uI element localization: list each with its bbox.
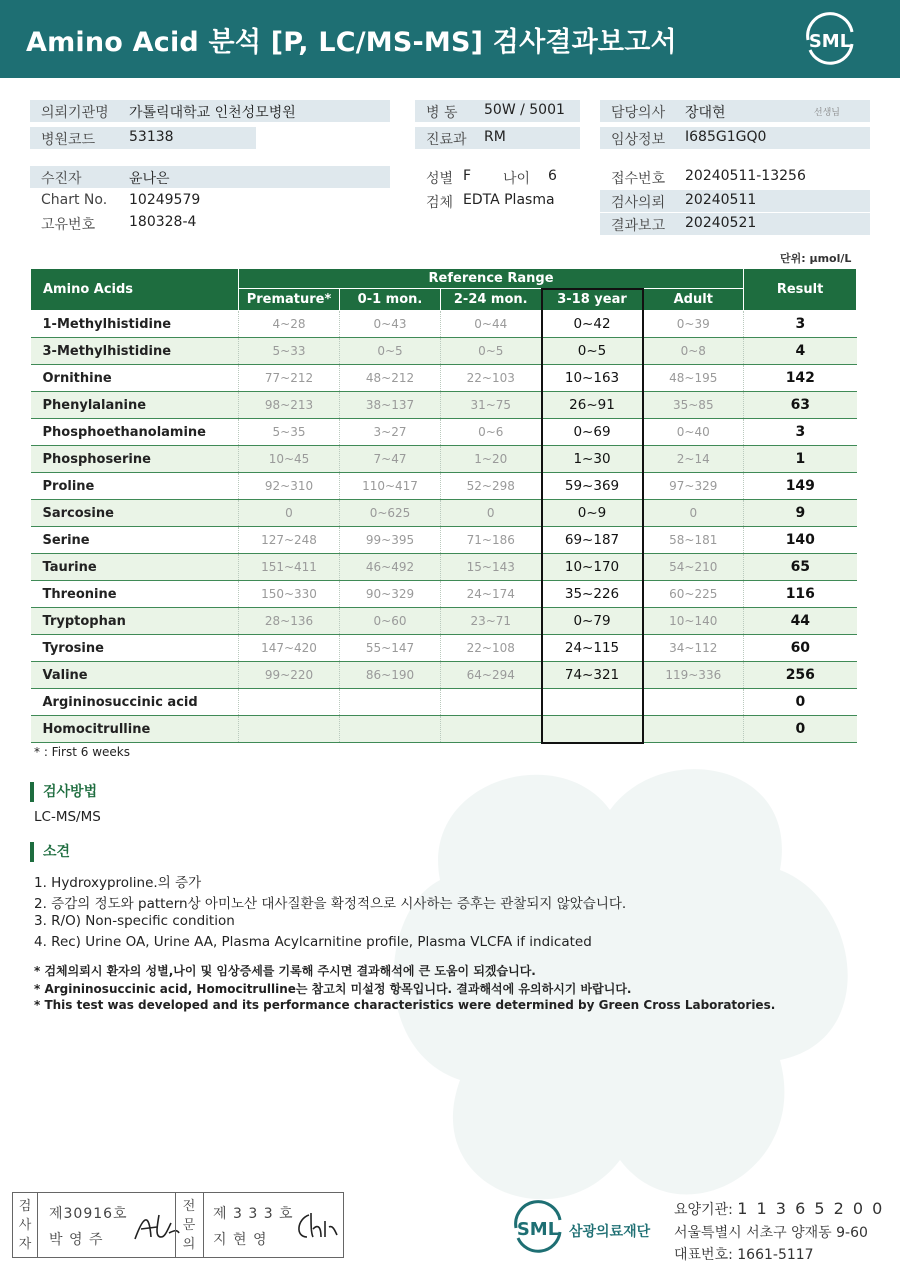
note-item: * 검체의뢰시 환자의 성별,나이 및 임상증세를 기록해 주시면 결과해석에 큰 도움이 되겠습니다. — [34, 964, 536, 978]
reference-value: 54~210 — [643, 554, 744, 581]
reference-value — [441, 689, 542, 716]
reference-value: 0~6 — [441, 419, 542, 446]
amino-acids-header: Amino Acids — [31, 269, 239, 311]
table-row — [31, 500, 857, 527]
physician-label: 담당의사 — [611, 105, 666, 121]
reference-value: 38~137 — [340, 392, 441, 419]
examiner-name: 박 영 주 — [49, 1232, 104, 1248]
receipt-no-label: 접수번호 — [611, 171, 666, 187]
reference-value-3-18-year: 26~91 — [542, 392, 643, 419]
col-header-premature: Premature* — [239, 289, 340, 311]
amino-acid-name: Sarcosine — [31, 500, 239, 527]
reference-value: 24~174 — [441, 581, 542, 608]
chart-no-field — [30, 190, 390, 212]
reference-range-header: Reference Range — [239, 269, 744, 289]
result-value: 0 — [744, 716, 857, 743]
footer-care-label: 요양기관: — [674, 1202, 738, 1218]
hospital-code-field — [30, 127, 256, 149]
physician-suffix: 선생님 — [813, 108, 840, 118]
signature-divider — [37, 1193, 38, 1257]
reference-value: 35~85 — [643, 392, 744, 419]
footer-phone-label: 대표번호: — [674, 1247, 738, 1263]
reference-value: 52~298 — [441, 473, 542, 500]
reference-value: 127~248 — [239, 527, 340, 554]
reference-value: 119~336 — [643, 662, 744, 689]
findings-title: 소견 — [30, 842, 70, 862]
reference-value: 0 — [239, 500, 340, 527]
reference-value: 28~136 — [239, 608, 340, 635]
hospital-code-value: 53138 — [129, 129, 174, 145]
reference-value: 5~35 — [239, 419, 340, 446]
method-text: LC-MS/MS — [34, 809, 101, 825]
unit-label: 단위: µmol/L — [780, 252, 852, 265]
table-row — [31, 392, 857, 419]
specimen-field — [415, 190, 580, 212]
result-value: 9 — [744, 500, 857, 527]
amino-acid-name: Phosphoserine — [31, 446, 239, 473]
unique-no-field — [30, 212, 390, 234]
receipt-no-value: 20240511-13256 — [685, 168, 806, 184]
amino-acid-name: Tyrosine — [31, 635, 239, 662]
reference-value: 0~44 — [441, 311, 542, 338]
amino-acid-name: 1-Methylhistidine — [31, 311, 239, 338]
footer-phone: 1661-5117 — [737, 1247, 814, 1263]
report-title: Amino Acid 분석 [P, LC/MS-MS] 검사결과보고서 — [26, 27, 677, 58]
reference-value: 0~40 — [643, 419, 744, 446]
clinical-info-label: 임상정보 — [611, 132, 666, 148]
amino-acid-name: Homocitrulline — [31, 716, 239, 743]
footer-address: 서울특별시 서초구 양재동 9-60 — [674, 1225, 868, 1241]
reference-value: 98~213 — [239, 392, 340, 419]
reference-value: 71~186 — [441, 527, 542, 554]
result-value: 63 — [744, 392, 857, 419]
reference-value: 0 — [643, 500, 744, 527]
examiner-license-no: 제30916호 — [49, 1206, 128, 1222]
reference-value-3-18-year — [542, 689, 643, 716]
table-row — [31, 446, 857, 473]
request-date-value: 20240511 — [685, 192, 757, 208]
reference-value: 147~420 — [239, 635, 340, 662]
finding-item: 1. Hydroxyproline.의 증가 — [34, 875, 202, 891]
reference-value: 0~43 — [340, 311, 441, 338]
table-row — [31, 554, 857, 581]
chart-no-label: Chart No. — [41, 192, 108, 208]
reference-value: 5~33 — [239, 338, 340, 365]
reference-value: 2~14 — [643, 446, 744, 473]
specialist-name: 지 현 영 — [213, 1232, 268, 1248]
amino-acid-name: 3-Methylhistidine — [31, 338, 239, 365]
reference-value: 151~411 — [239, 554, 340, 581]
amino-acid-name: Phosphoethanolamine — [31, 419, 239, 446]
reference-value: 0~60 — [340, 608, 441, 635]
table-row — [31, 608, 857, 635]
table-row — [31, 662, 857, 689]
amino-acid-name: Argininosuccinic acid — [31, 689, 239, 716]
age-label: 나이 — [503, 171, 531, 187]
physician-field — [600, 100, 870, 122]
table-row — [31, 635, 857, 662]
table-row — [31, 338, 857, 365]
reference-value-3-18-year: 0~69 — [542, 419, 643, 446]
reference-value: 48~195 — [643, 365, 744, 392]
note-item: * Argininosuccinic acid, Homocitrulline는 참고치 미설정 항목입니다. 결과해석에 유의하시기 바랍니다. — [34, 982, 632, 996]
amino-acid-name: Serine — [31, 527, 239, 554]
col-header-2-24-mon: 2-24 mon. — [441, 289, 542, 311]
reference-value — [340, 689, 441, 716]
specialist-label: 전문의 — [182, 1199, 196, 1252]
result-value: 140 — [744, 527, 857, 554]
result-value: 256 — [744, 662, 857, 689]
reference-value — [643, 689, 744, 716]
reference-value-3-18-year: 0~42 — [542, 311, 643, 338]
reference-value: 64~294 — [441, 662, 542, 689]
reference-value-3-18-year: 0~9 — [542, 500, 643, 527]
receipt-no-field — [600, 166, 870, 188]
amino-acid-name: Tryptophan — [31, 608, 239, 635]
note-item: * This test was developed and its performance characteristics were determined by Green Cross Laboratories. — [34, 998, 776, 1012]
amino-acid-table-body — [31, 311, 857, 743]
result-value: 4 — [744, 338, 857, 365]
report-header — [0, 0, 900, 78]
amino-acid-name: Proline — [31, 473, 239, 500]
result-value: 0 — [744, 689, 857, 716]
reference-value: 46~492 — [340, 554, 441, 581]
footer-logo-text: SML — [516, 1219, 560, 1240]
footer-phone-line — [674, 1244, 814, 1264]
result-value: 149 — [744, 473, 857, 500]
report-date-label: 결과보고 — [611, 218, 666, 234]
patient-name-label: 수진자 — [41, 171, 82, 187]
reference-value: 150~330 — [239, 581, 340, 608]
specialist-license-no: 제 3 3 3 호 — [213, 1206, 294, 1222]
reference-value: 22~103 — [441, 365, 542, 392]
request-date-label: 검사의뢰 — [611, 195, 666, 211]
reference-value: 92~310 — [239, 473, 340, 500]
sex-age-field — [415, 166, 580, 188]
reference-value: 0~5 — [340, 338, 441, 365]
reference-value: 0~5 — [441, 338, 542, 365]
reference-value: 7~47 — [340, 446, 441, 473]
age-value: 6 — [548, 168, 557, 184]
table-row — [31, 365, 857, 392]
footer-org-name: 삼광의료재단 — [569, 1224, 651, 1240]
reference-value: 10~140 — [643, 608, 744, 635]
reference-value: 97~329 — [643, 473, 744, 500]
table-row — [31, 419, 857, 446]
reference-value-3-18-year: 0~5 — [542, 338, 643, 365]
reference-value: 0 — [441, 500, 542, 527]
amino-acid-name: Threonine — [31, 581, 239, 608]
result-value: 44 — [744, 608, 857, 635]
col-header-0-1-mon: 0-1 mon. — [340, 289, 441, 311]
reference-value: 0~39 — [643, 311, 744, 338]
result-value: 65 — [744, 554, 857, 581]
reference-value: 31~75 — [441, 392, 542, 419]
result-value: 60 — [744, 635, 857, 662]
reference-value-3-18-year: 35~226 — [542, 581, 643, 608]
col-header-adult: Adult — [643, 289, 744, 311]
result-header: Result — [744, 269, 857, 311]
report-date-field — [600, 213, 870, 235]
amino-acid-name: Ornithine — [31, 365, 239, 392]
result-value: 142 — [744, 365, 857, 392]
reference-value: 86~190 — [340, 662, 441, 689]
table-row — [31, 311, 857, 338]
amino-acid-name: Phenylalanine — [31, 392, 239, 419]
ward-field — [415, 100, 580, 122]
col-header-3-18-year: 3-18 year — [542, 289, 643, 311]
footer-care-no: 1 1 3 6 5 2 0 0 — [737, 1199, 885, 1218]
reference-value — [239, 716, 340, 743]
table-footnote: * : First 6 weeks — [34, 745, 130, 759]
reference-value: 22~108 — [441, 635, 542, 662]
reference-value: 90~329 — [340, 581, 441, 608]
reference-value: 1~20 — [441, 446, 542, 473]
finding-item: 2. 증감의 정도와 pattern상 아미노산 대사질환을 확정적으로 시사하는 증후는 관찰되지 않았습니다. — [34, 896, 627, 912]
reference-value: 60~225 — [643, 581, 744, 608]
physician-value: 장대현 — [685, 105, 726, 121]
reference-value: 3~27 — [340, 419, 441, 446]
reference-value-3-18-year: 74~321 — [542, 662, 643, 689]
reference-value: 0~8 — [643, 338, 744, 365]
patient-name-field — [30, 166, 390, 188]
specimen-value: EDTA Plasma — [463, 192, 555, 208]
examiner-signature-icon — [131, 1207, 181, 1247]
sex-label: 성별 — [426, 171, 454, 187]
reference-value: 23~71 — [441, 608, 542, 635]
institution-field — [30, 100, 390, 122]
institution-label: 의뢰기관명 — [41, 105, 109, 121]
reference-value-3-18-year: 1~30 — [542, 446, 643, 473]
examiner-label: 검사자 — [18, 1199, 32, 1252]
institution-value: 가톨릭대학교 인천성모병원 — [129, 105, 296, 121]
signature-divider — [175, 1193, 176, 1257]
reference-value-3-18-year: 10~163 — [542, 365, 643, 392]
reference-value-3-18-year: 10~170 — [542, 554, 643, 581]
result-value: 1 — [744, 446, 857, 473]
report-date-value: 20240521 — [685, 215, 757, 231]
reference-value: 10~45 — [239, 446, 340, 473]
signature-box — [12, 1192, 344, 1258]
amino-acid-name: Taurine — [31, 554, 239, 581]
reference-value: 77~212 — [239, 365, 340, 392]
header-logo-text: SML — [808, 31, 852, 52]
reference-value: 99~220 — [239, 662, 340, 689]
reference-value: 0~625 — [340, 500, 441, 527]
unique-no-value: 180328-4 — [129, 214, 197, 230]
result-value: 3 — [744, 311, 857, 338]
reference-value-3-18-year: 59~369 — [542, 473, 643, 500]
sml-logo-icon — [800, 10, 860, 70]
table-row — [31, 689, 857, 716]
department-field — [415, 127, 580, 149]
request-date-field — [600, 190, 870, 212]
reference-value: 34~112 — [643, 635, 744, 662]
reference-value-3-18-year: 0~79 — [542, 608, 643, 635]
finding-item: 4. Rec) Urine OA, Urine AA, Plasma Acylcarnitine profile, Plasma VLCFA if indicated — [34, 934, 592, 950]
reference-value: 99~395 — [340, 527, 441, 554]
signature-divider — [203, 1193, 204, 1257]
clinical-info-value: I685G1GQ0 — [685, 129, 767, 145]
table-row — [31, 581, 857, 608]
sex-value: F — [463, 168, 472, 184]
unique-no-label: 고유번호 — [41, 217, 96, 233]
reference-value-3-18-year: 69~187 — [542, 527, 643, 554]
ward-label: 병 동 — [426, 105, 458, 121]
department-label: 진료과 — [426, 132, 467, 148]
clinical-info-field — [600, 127, 870, 149]
result-value: 116 — [744, 581, 857, 608]
finding-item: 3. R/O) Non-specific condition — [34, 913, 235, 929]
result-value: 3 — [744, 419, 857, 446]
reference-value-3-18-year: 24~115 — [542, 635, 643, 662]
specialist-signature-icon — [293, 1207, 339, 1247]
reference-value: 48~212 — [340, 365, 441, 392]
amino-acid-name: Valine — [31, 662, 239, 689]
hospital-code-label: 병원코드 — [41, 132, 96, 148]
footer-sml-logo-icon — [508, 1198, 568, 1258]
chart-no-value: 10249579 — [129, 192, 201, 208]
ward-value: 50W / 5001 — [484, 102, 565, 118]
specimen-label: 검체 — [426, 195, 454, 211]
reference-value — [239, 689, 340, 716]
method-title: 검사방법 — [30, 782, 97, 802]
reference-value: 4~28 — [239, 311, 340, 338]
footer-care-line — [674, 1199, 884, 1219]
reference-value: 58~181 — [643, 527, 744, 554]
department-value: RM — [484, 129, 506, 145]
reference-value: 110~417 — [340, 473, 441, 500]
reference-value: 15~143 — [441, 554, 542, 581]
patient-name-value: 윤나은 — [129, 171, 170, 187]
table-row — [31, 473, 857, 500]
table-row — [31, 527, 857, 554]
reference-value: 55~147 — [340, 635, 441, 662]
amino-acid-table — [30, 268, 857, 744]
